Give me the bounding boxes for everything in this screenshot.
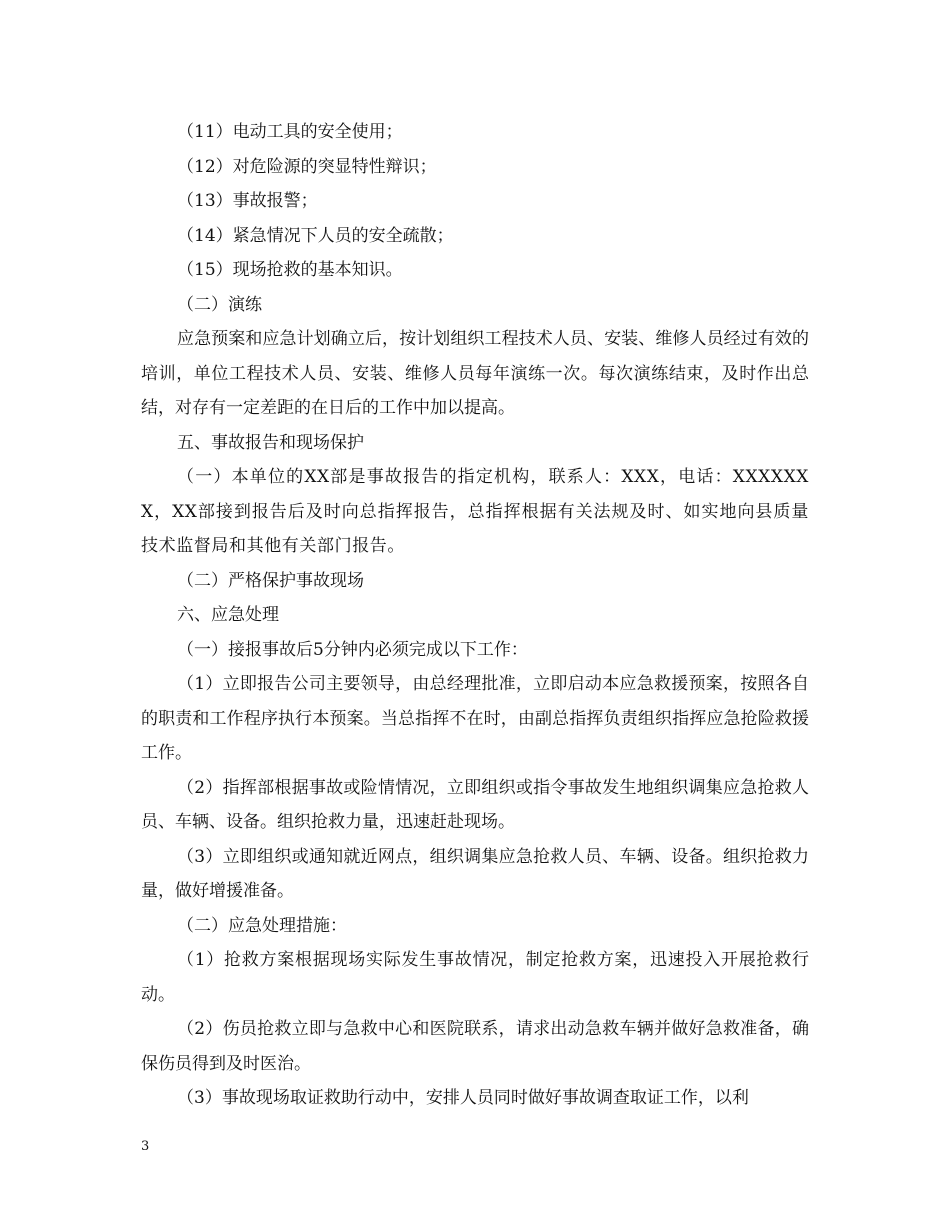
- section-heading-6: 六、应急处理: [177, 605, 279, 625]
- paragraph-report-agency: （一）本单位的XX部是事故报告的指定机构，联系人：XXX，电话：XXXXXXX，XX部接到报告后及时向总指挥报告，总指挥根据有关法规及时、如实地向县质量技术监督局和其他有关部门报告。: [141, 467, 809, 556]
- subheading-drill: （二）演练: [177, 294, 262, 315]
- section-heading-5: 五、事故报告和现场保护: [177, 432, 364, 453]
- paragraph-measure-2: （2）伤员抢救立即与急救中心和医院联系，请求出动急救车辆并做好急救准备，确保伤员得到及时医治。: [141, 1019, 809, 1074]
- list-item-13: （13）事故报警；: [177, 191, 318, 211]
- paragraph-drill: 应急预案和应急计划确立后，按计划组织工程技术人员、安装、维修人员经过有效的培训，单位工程技术人员、安装、维修人员每年演练一次。每次演练结束，及时作出总结，对存有一定差距的在日后的工作中加以提高。: [141, 329, 809, 418]
- paragraph-measure-3: （3）事故现场取证救助行动中，安排人员同时做好事故调查取证工作，以利: [177, 1088, 749, 1108]
- subheading-5-minutes: （一）接报事故后5分钟内必须完成以下工作：: [177, 639, 528, 660]
- page-number: 3: [141, 1139, 150, 1154]
- paragraph-step-1: （1）立即报告公司主要领导，由总经理批准，立即启动本应急救援预案，按照各自的职责和工作程序执行本预案。当总指挥不在时，由副总指挥负责组织指挥应急抢险救援工作。: [141, 674, 809, 763]
- list-item-11: （11）电动工具的安全使用；: [177, 122, 403, 142]
- paragraph-measure-1: （1）抢救方案根据现场实际发生事故情况，制定抢救方案，迅速投入开展抢救行动。: [141, 950, 809, 1005]
- list-item-15: （15）现场抢救的基本知识。: [177, 260, 403, 280]
- subheading-protect-scene: （二）严格保护事故现场: [177, 570, 364, 591]
- list-item-12: （12）对危险源的突显特性辩识；: [177, 156, 437, 177]
- document-body: [141, 115, 809, 1116]
- subheading-measures: （二）应急处理措施：: [177, 915, 347, 936]
- paragraph-step-3: （3）立即组织或通知就近网点，组织调集应急抢救人员、车辆、设备。组织抢救力量，做好增援准备。: [141, 846, 809, 901]
- list-item-14: （14）紧急情况下人员的安全疏散；: [177, 225, 454, 246]
- paragraph-step-2: （2）指挥部根据事故或险情情况，立即组织或指令事故发生地组织调集应急抢救人员、车辆、设备。组织抢救力量，迅速赶赴现场。: [141, 777, 809, 832]
